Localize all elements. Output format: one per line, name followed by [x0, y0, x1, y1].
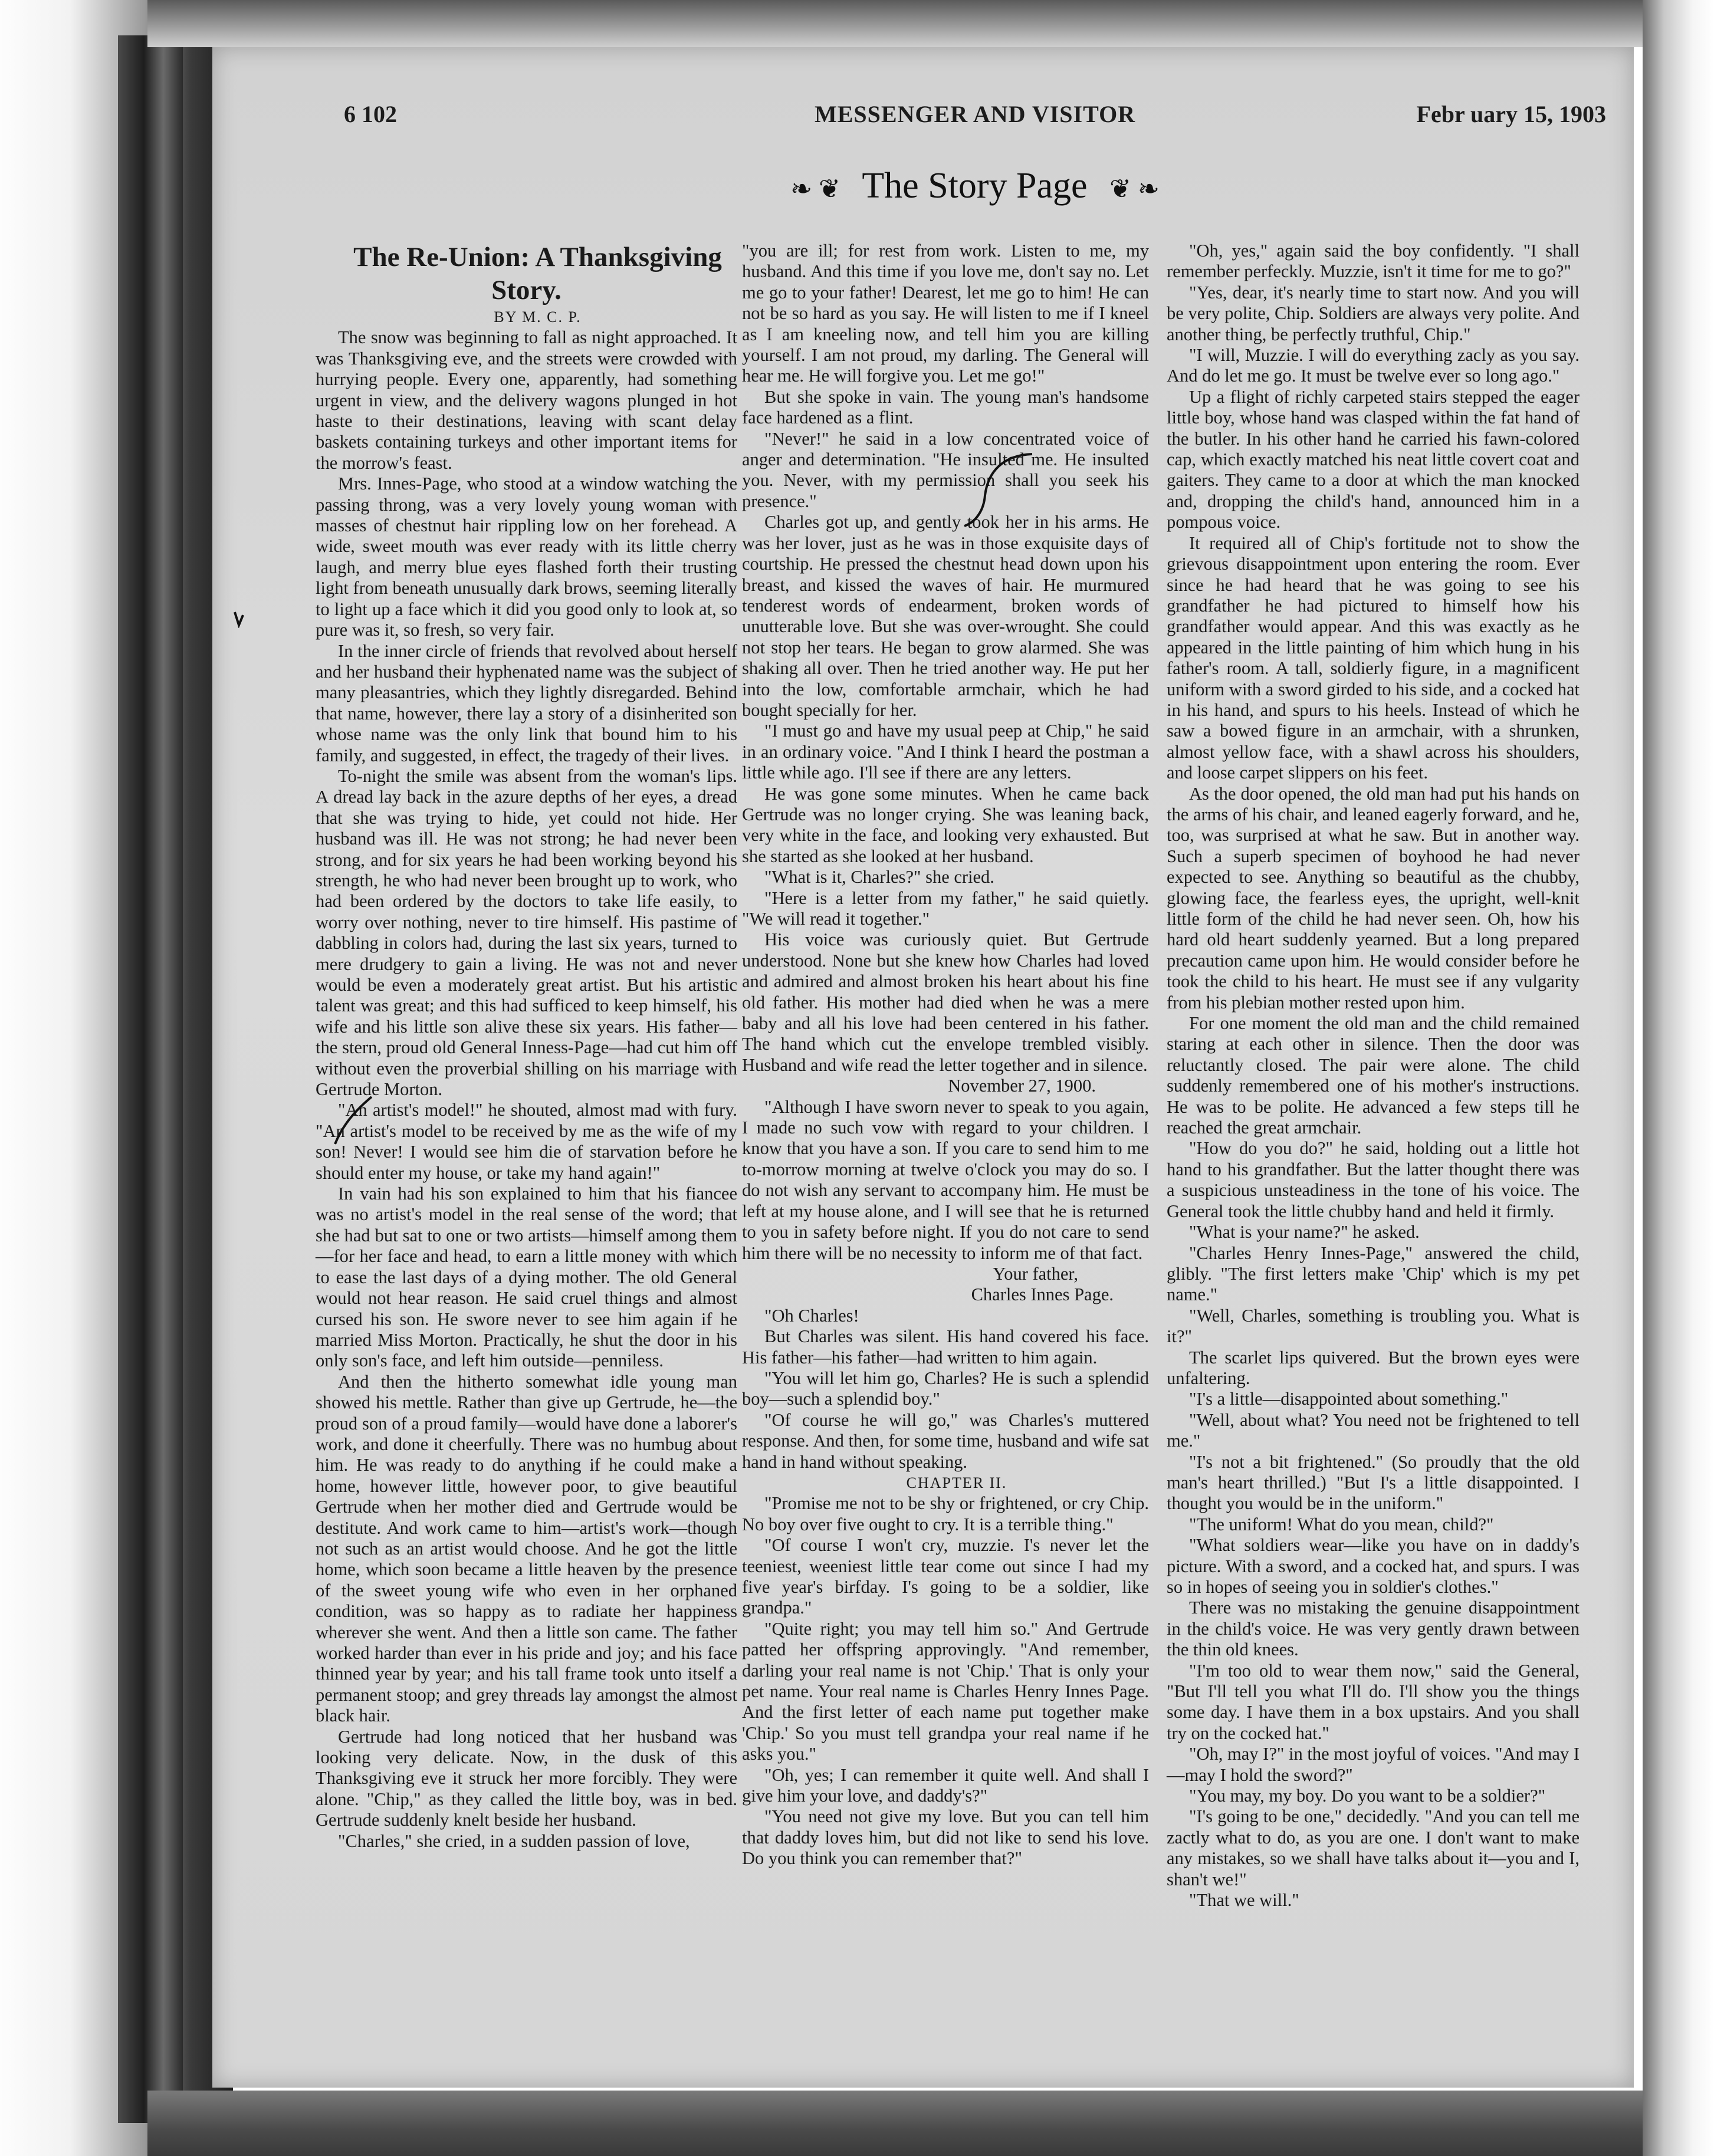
paragraph: "Here is a letter from my father," he said quietly. "We will read it together." — [742, 888, 1149, 929]
pen-mark-2 — [955, 448, 1038, 531]
paragraph: But she spoke in vain. The young man's handsome face hardened as a flint. — [742, 386, 1149, 428]
scanner-left-edge — [0, 0, 233, 2156]
paragraph: The snow was beginning to fall as night approached. It was Thanksgiving eve, and the streets were crowded with hurrying people. Every one, apparently, had something urgent in view, and the delivery wagons plunged in hot haste to their destinations, leaving with scant delay baskets containing turkeys and other important items for the morrow's feast. — [316, 327, 737, 473]
ornament-right-icon: ❦ ❧ — [1109, 175, 1160, 204]
paragraph: "You will let him go, Charles? He is such a splendid boy—such a splendid boy." — [742, 1368, 1149, 1409]
paragraph: "How do you do?" he said, holding out a little hot hand to his grandfather. But the latter thought there was a suspicious unsteadiness in the tone of his voice. The General took the little chubby hand and held it firmly. — [1167, 1138, 1580, 1221]
paragraph: "Oh, may I?" in the most joyful of voices. "And may I—may I hold the sword?" — [1167, 1744, 1580, 1785]
ornament-left-icon: ❧ ❦ — [790, 175, 840, 204]
paragraph: The scarlet lips quivered. But the brown eyes were unfaltering. — [1167, 1347, 1580, 1388]
paragraph: In the inner circle of friends that revolved about herself and her husband their hyphenated name was the subject of many pleasantries, which they lightly disregarded. Behind that name, however, there lay a story of a disinherited son whose name was the only link that bound him to his family, and suggested, in effect, the tragedy of their lives. — [316, 640, 737, 765]
running-head — [344, 83, 1606, 130]
letter-signature: Charles Innes Page. — [971, 1284, 1114, 1305]
paragraph: Mrs. Innes-Page, who stood at a window watching the passing throng, was a very lovely young woman with masses of chestnut hair rippling low on her forehead. A wide, sweet mouth was ever ready with its little cherry laugh, and merry blue eyes flashed forth their trusting light from beneath unusually dark brows, seeming literally to light up a face which it did you good only to look at, so pure was it, so fresh, so very fair. — [316, 474, 737, 640]
paragraph: "Oh, yes," again said the boy confidently. "I shall remember perfeckly. Muzzie, isn't it time for me to go?" — [1167, 241, 1580, 282]
paragraph: It required all of Chip's fortitude not to show the grievous disappointment upon entering the room. Ever since he had heard that he was going to see his grandfather he had pictured to himself how his grandfather would appear. And this was exactly as he appeared in the little painting of him which hung in his father's room. A tall, soldierly figure, in a magnificent uniform with a sword girded to his side, and a cocked hat in his hand, and spurs to his heels. Instead of which he saw a bowed figure in an armchair, with a shrunken, almost yellow face, with a shawl across his shoulders, and loose carpet slippers on his feet. — [1167, 533, 1580, 783]
paragraph: For one moment the old man and the child remained staring at each other in silence. Then the door was reluctantly closed. The pair were alone. The child suddenly remembered one of his mother's instructions. He was to be polite. He advanced a few steps till he reached the great armchair. — [1167, 1013, 1580, 1138]
paragraph: "Oh Charles! — [764, 1305, 859, 1326]
paragraph: "That we will." — [1189, 1890, 1299, 1911]
paragraph: "What is it, Charles?" she cried. — [764, 867, 994, 888]
paragraph: "Of course he will go," was Charles's muttered response. And then, for some time, husband and wife sat hand in hand without speaking. — [742, 1409, 1149, 1472]
paragraph: "What soldiers wear—like you have on in daddy's picture. With a sword, and a cocked hat, and spurs. I was so in hopes of seeing you in soldier's clothes." — [1167, 1535, 1580, 1597]
pen-mark-1 — [330, 1094, 377, 1147]
paragraph: "Yes, dear, it's nearly time to start now. And you will be very polite, Chip. Soldiers are always very polite. And another thing, be perfectly truthful, Chip." — [1167, 282, 1580, 344]
letter-closing: Your father, — [993, 1263, 1078, 1284]
paragraph: But Charles was silent. His hand covered his face. His father—his father—had written to him again. — [742, 1326, 1149, 1368]
paragraph: Gertrude had long noticed that her husband was looking very delicate. Now, in the dusk of this Thanksgiving eve it struck her more forcibly. They were alone. "Chip," as they called the little boy, was in bed. Gertrude suddenly knelt beside her husband. — [316, 1726, 737, 1830]
paragraph: "I must go and have my usual peep at Chip," he said in an ordinary voice. "And I think I heard the postman a little while ago. I'll see if there are any letters. — [742, 721, 1149, 783]
paragraph: "I's a little—disappointed about something." — [1189, 1389, 1509, 1409]
section-heading — [344, 165, 1606, 218]
paragraph: "Oh, yes; I can remember it quite well. And shall I give him your love, and daddy's?" — [742, 1764, 1149, 1806]
paragraph: "I's not a bit frightened." (So proudly that the old man's heart thrilled.) "But I's a little disappointed. I thought you would be in the uniform." — [1167, 1451, 1580, 1514]
paragraph: "I will, Muzzie. I will do everything zacly as you say. And do let me go. It must be twelve ever so long ago." — [1167, 345, 1580, 386]
paragraph: "I's going to be one," decidedly. "And you can tell me zactly what to do, as you are one. I don't want to make any mistakes, so we shall have talks about it—you and I, shan't we!" — [1167, 1806, 1580, 1889]
paragraph: Up a flight of richly carpeted stairs stepped the eager little boy, whose hand was clasped within the fat hand of the butler. In his other hand he carried his fawn-colored cap, which exactly matched his neat little covert coat and gaiters. They came to a door at which the man knocked and, dropping the child's hand, announced him in a pompous voice. — [1167, 386, 1580, 533]
chapter-heading: CHAPTER II. — [906, 1474, 1007, 1491]
paragraph: "You need not give my love. But you can tell him that daddy loves him, but did not like to send his love. Do you think you can remember that?" — [742, 1806, 1149, 1869]
letter-body: "Although I have sworn never to speak to you again, I made no such vow with regard to your children. I know that you have a son. If you care to send him to me to-morrow morning at twelve o'clock you may do so. I do not wish any servant to accompany him. He must be left at my house alone, and I will see that he is returned to you in safety before night. If you do not care to send him there will be no necessity to inform me of that fact. — [742, 1096, 1149, 1263]
paragraph: "Charles Henry Innes-Page," answered the child, glibly. "The first letters make 'Chip' which is my pet name." — [1167, 1243, 1580, 1305]
paragraph: "Of course I won't cry, muzzie. I's never let the teeniest, weeniest little tear come out since I had my five year's birfday. I's going to be a soldier, like grandpa." — [742, 1535, 1149, 1618]
paragraph: "Never!" he said in a low concentrated voice of anger and determination. "He insulted me. He insulted you. Never, with my permission shall you seek his presence." — [742, 428, 1149, 511]
paragraph: Charles got up, and gently took her in his arms. He was her lover, just as he was in those exquisite days of courtship. He pressed the chestnut head down upon his breast, and kissed the waves of hair. He murmured tenderest words of endearment, broken words of unutterable love. But she was over-wrought. She could not stop her tears. He began to grow alarmed. She was shaking all over. Then he tried another way. He put her into the low, comfortable armchair, which he had bought specially for her. — [742, 512, 1149, 720]
column-3 — [1167, 241, 1580, 1911]
story-byline: BY M. C. P. — [494, 308, 582, 326]
column-1 — [316, 241, 737, 1852]
paragraph: "Quite right; you may tell him so." And Gertrude patted her offspring approvingly. "And remember, darling your real name is not 'Chip.' That is only your pet name. Your real name is Charles Henry Innes Page. And the first letter of each name put together make 'Chip.' So you must tell grandpa your real name if he asks you." — [742, 1618, 1149, 1764]
scanner-top-edge — [147, 0, 1714, 47]
paragraph: "Well, about what? You need not be frightened to tell me." — [1167, 1409, 1580, 1451]
paragraph: His voice was curiously quiet. But Gertrude understood. None but she knew how Charles had loved and admired and almost broken his heart about his fine old father. His mother had died when he was a mere baby and all his love had been centered in his father. The hand which cut the envelope trembled visibly. Husband and wife read the letter together and in silence. — [742, 929, 1149, 1075]
paragraph: "Well, Charles, something is troubling you. What is it?" — [1167, 1305, 1580, 1347]
paragraph: And then the hitherto somewhat idle young man showed his mettle. Rather than give up Gertrude, he—the proud son of a proud family—would have done a laborer's work, and done it cheerfully. There was no humbug about him. He was ready to do anything if he could make a home, however little, however poor, to give beautiful Gertrude when her mother died and Gertrude would be destitute. And work came to him—artist's work—though not such as an artist would choose. And he got the little home, which soon became a little heaven by the presence of the sweet young wife who even in her orphaned condition, was so happy as to radiate her happiness wherever she went. And then a little son came. The father worked harder than ever in his pride and joy; and his face thinned year by year; and his tall frame took unto itself a permanent stoop; and grey threads lay amongst the almost black hair. — [316, 1371, 737, 1726]
letter-date: November 27, 1900. — [948, 1076, 1096, 1096]
scanner-right-edge — [1643, 0, 1714, 2156]
paragraph: "I'm too old to wear them now," said the General, "But I'll tell you what I'll do. I'll show you the things some day. I have them in a box upstairs. And you shall try on the cocked hat." — [1167, 1660, 1580, 1743]
section-title: The Story Page — [862, 166, 1088, 206]
paragraph: "What is your name?" he asked. — [1189, 1222, 1420, 1243]
page-number: 6 102 — [344, 101, 397, 127]
paragraph: "Charles," she cried, in a sudden passion of love, — [338, 1830, 690, 1851]
paragraph: As the door opened, the old man had put his hands on the arms of his chair, and leaned eagerly forward, and he, too, was surprised at what he saw. But in another way. Such a superb specimen of boyhood he had never expected to see. Anything so beautiful as the chubby, glowing face, the fearless eyes, the upright, well-knit little form of the child he had never seen. Oh, how his hard old heart suddenly yearned. But a long prepared precaution came upon him. He would consider before he took the child to his heart. He must see if any vulgarity from his plebian mother rested upon him. — [1167, 783, 1580, 1013]
paragraph: He was gone some minutes. When he came back Gertrude was no longer crying. She was leaning back, very white in the face, and looking very exhausted. But she started as she looked at her husband. — [742, 783, 1149, 866]
book-spine-shadow — [118, 35, 183, 2123]
paragraph: "you are ill; for rest from work. Listen to me, my husband. And this time if you love me, don't say no. Let me go to your father! Dearest, let me go to him! He can not be so hard as you say. He will listen to me if I kneel as I am kneeling now, and tell him you are killing yourself. I am not proud, my darling. The General will hear me. He will forgive you. Let me go!" — [742, 241, 1149, 386]
paragraph: "Promise me not to be shy or frightened, or cry Chip. No boy over five ought to cry. It is a terrible thing." — [742, 1493, 1149, 1534]
paragraph: "An artist's model!" he shouted, almost mad with fury. "An artist's model to be received by me as the wife of my son! Never! I would see him die of starvation before he should enter my house, or take my hand again!" — [316, 1100, 737, 1183]
paragraph: "The uniform! What do you mean, child?" — [1189, 1514, 1494, 1534]
story-title: The Re-Union: A Thanksgiving Story. — [353, 242, 722, 305]
publication-title: MESSENGER AND VISITOR — [814, 101, 1136, 127]
paragraph: There was no mistaking the genuine disappointment in the child's voice. He was very gently drawn between the thin old knees. — [1167, 1598, 1580, 1660]
pen-tick — [233, 610, 245, 628]
paragraph: "You may, my boy. Do you want to be a soldier?" — [1189, 1786, 1546, 1806]
column-2 — [742, 241, 1149, 1869]
paragraph: To-night the smile was absent from the woman's lips. A dread lay back in the azure depths of her eyes, a dread that she was trying to hide, yet could not hide. Her husband was ill. He was not strong; he had never been strong, and for six years he had been working beyond his strength, he who had never been brought up to work, who had been ordered by the doctors to take life easily, to worry over nothing, never to tire himself. His pastime of dabbling in colors had, during the last six years, turned to mere drudgery to gain a living. He was not and never would be even a moderately great artist. But his artistic talent was great; and this had sufficed to keep himself, his wife and his little son alive these six years. His father—the stern, proud old General Inness-Page—had cut him off without even the proverbial shilling on his marriage with Gertrude Morton. — [316, 765, 737, 1100]
scanner-bottom-edge — [147, 2091, 1714, 2156]
issue-date: Febr uary 15, 1903 — [1416, 101, 1606, 127]
paragraph: In vain had his son explained to him that his fiancee was no artist's model in the real sense of the word; that she had but sat to one or two artists—himself among them—for her face and head, to earn a little money with which to ease the last days of a dying mother. The old General would not hear reason. He said cruel things and almost cursed his son. He swore never to see him again if he married Miss Morton. Practically, he shut the door in his only son's face, and left him outside—penniless. — [316, 1184, 737, 1371]
